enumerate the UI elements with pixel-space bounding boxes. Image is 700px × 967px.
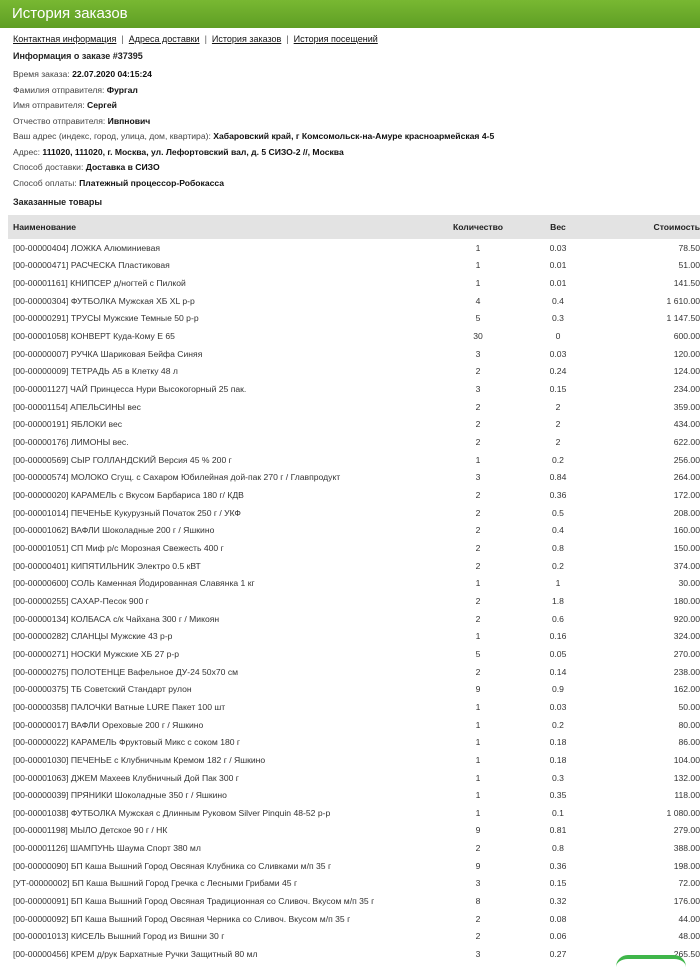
delivery-address-row <box>13 145 687 161</box>
item-name-cell: [00-00000569] СЫР ГОЛЛАНДСКИЙ Версия 45 % 200 г <box>13 454 232 465</box>
item-quantity-cell: 2 <box>475 666 481 677</box>
item-name-cell: [00-00001126] ШАМПУНЬ Шаума Спорт 380 мл <box>13 843 201 854</box>
item-name-cell: [00-00000275] ПОЛОТЕНЦЕ Вафельное ДУ-24 50х70 см <box>13 666 239 677</box>
item-weight-cell: 0.84 <box>549 472 567 483</box>
item-weight-cell: 0.15 <box>549 878 567 889</box>
item-cost-cell: 86.00 <box>678 737 700 748</box>
item-weight-cell: 0.2 <box>552 719 564 730</box>
item-quantity-cell: 1 <box>475 772 481 783</box>
item-cost-cell: 44.00 <box>678 913 700 924</box>
table-row <box>8 257 700 275</box>
item-cost-cell: 279.00 <box>673 825 700 836</box>
field-value: Сергей <box>87 100 117 110</box>
nav-link-visit-history[interactable]: История посещений <box>293 34 378 44</box>
item-quantity-cell: 2 <box>475 843 481 854</box>
field-label: Ваш адрес (индекс, город, улица, дом, квартира): <box>13 131 211 141</box>
item-quantity-cell: 3 <box>475 384 481 395</box>
item-quantity-cell: 2 <box>475 490 481 501</box>
item-name-cell: [00-00000017] ВАФЛИ Ореховые 200 г / Яшкино <box>13 719 204 730</box>
item-name-cell: [00-00000007] РУЧКА Шариковая Бейфа Синяя <box>13 348 203 359</box>
item-quantity-cell: 1 <box>475 260 481 271</box>
item-quantity-cell: 1 <box>475 754 481 765</box>
item-weight-cell: 0.03 <box>549 701 567 712</box>
item-weight-cell: 0.8 <box>552 843 564 854</box>
item-quantity-cell: 9 <box>475 825 481 836</box>
table-row <box>8 433 700 451</box>
item-name-cell: [00-00001161] КНИПСЕР д/ногтей с Пилкой <box>13 278 186 289</box>
item-weight-cell: 0.18 <box>549 754 567 765</box>
item-cost-cell: 324.00 <box>673 631 700 642</box>
field-value: 111020, 111020, г. Москва, ул. Лефортовский вал, д. 5 СИЗО-2 //, Москва <box>42 146 344 157</box>
item-name-cell: [00-00000134] КОЛБАСА с/к Чайхана 300 г / Микоян <box>13 613 220 624</box>
item-quantity-cell: 1 <box>475 631 481 642</box>
table-row <box>8 645 700 663</box>
item-weight-cell: 0.35 <box>549 790 567 801</box>
item-name-cell: [00-00000471] РАСЧЕСКА Пластиковая <box>13 260 170 271</box>
item-cost-cell: 265.50 <box>673 949 700 960</box>
ordered-items-table <box>8 215 700 963</box>
field-label: Имя отправителя: <box>13 100 85 110</box>
order-info <box>0 67 700 191</box>
item-cost-cell: 180.00 <box>673 595 700 606</box>
item-weight-cell: 0.3 <box>552 772 564 783</box>
item-quantity-cell: 8 <box>475 896 481 907</box>
item-name-cell: [00-00000022] КАРАМЕЛЬ Фруктовый Микс с соком 180 г <box>13 737 241 748</box>
order-time-row <box>13 67 687 83</box>
item-cost-cell: 434.00 <box>673 419 700 430</box>
account-nav <box>0 28 700 46</box>
item-quantity-cell: 30 <box>473 331 483 342</box>
table-row <box>8 327 700 345</box>
item-cost-cell: 141.50 <box>673 278 700 289</box>
item-cost-cell: 256.00 <box>673 454 700 465</box>
table-row <box>8 875 700 893</box>
nav-separator: | <box>286 34 289 44</box>
item-name-cell: [00-00001030] ПЕЧЕНЬЕ с Клубничным Кремом 182 г / Яшкино <box>13 754 266 765</box>
item-name-cell: [00-00000358] ПАЛОЧКИ Ватные LURE Пакет 100 шт <box>13 701 226 712</box>
table-row <box>8 522 700 540</box>
table-row <box>8 486 700 504</box>
item-name-cell: [00-00000039] ПРЯНИКИ Шоколадные 350 г / Яшкино <box>13 790 227 801</box>
item-name-cell: [00-00000271] НОСКИ Мужские ХБ 27 р-р <box>13 648 180 659</box>
item-cost-cell: 388.00 <box>673 843 700 854</box>
item-weight-cell: 0.36 <box>549 860 567 871</box>
item-cost-cell: 198.00 <box>673 860 700 871</box>
item-quantity-cell: 2 <box>475 913 481 924</box>
field-value: Платежный процессор-Робокасса <box>79 177 225 188</box>
item-quantity-cell: 2 <box>475 595 481 606</box>
item-cost-cell: 150.00 <box>673 542 700 553</box>
item-name-cell: [00-00000304] ФУТБОЛКА Мужская ХБ XL р-р <box>13 295 195 306</box>
table-row <box>8 857 700 875</box>
item-weight-cell: 2 <box>555 437 561 448</box>
item-name-cell: [00-00000176] ЛИМОНЫ вес. <box>13 437 129 448</box>
item-weight-cell: 0.18 <box>549 737 567 748</box>
item-cost-cell: 622.00 <box>673 437 700 448</box>
item-weight-cell: 1.8 <box>552 595 564 606</box>
item-quantity-cell: 3 <box>475 878 481 889</box>
item-cost-cell: 124.00 <box>673 366 700 377</box>
item-cost-cell: 30.00 <box>678 578 700 589</box>
item-weight-cell: 0.8 <box>552 542 564 553</box>
item-weight-cell: 0.14 <box>549 666 567 677</box>
item-name-cell: [00-00001038] ФУТБОЛКА Мужская с Длинным Руковом Silver Pinquin 48-52 р-р <box>13 807 331 818</box>
item-name-cell: [00-00000291] ТРУСЫ Мужские Темные 50 р-р <box>13 313 199 324</box>
item-name-cell: [00-00000009] ТЕТРАДЬ А5 в Клетку 48 л <box>13 366 178 377</box>
order-info-title: Информация о заказе #37395 <box>13 51 143 61</box>
page-header <box>0 0 700 28</box>
item-quantity-cell: 2 <box>475 525 481 536</box>
delivery-method-row <box>13 160 687 176</box>
item-name-cell: [00-00000092] БП Каша Вышний Город Овсяная Черника со Сливоч. Вкусом м/п 35 г <box>13 913 351 924</box>
sender-address-row <box>13 129 687 145</box>
table-row <box>8 733 700 751</box>
item-name-cell: [00-00001051] СП Миф р/с Морозная Свежесть 400 г <box>13 542 224 553</box>
table-row <box>8 663 700 681</box>
table-row <box>8 310 700 328</box>
item-name-cell: [00-00001014] ПЕЧЕНЬЕ Кукурузный Початок 250 г / УКФ <box>13 507 241 518</box>
field-label: Отчество отправителя: <box>13 115 106 126</box>
field-label: Способ доставки: <box>13 162 84 172</box>
nav-separator: | <box>121 34 124 44</box>
item-name-cell: [00-00000404] ЛОЖКА Алюминиевая <box>13 242 161 253</box>
item-name-cell: [00-00001063] ДЖЕМ Махеев Клубничный Дой Пак 300 г <box>13 772 239 783</box>
table-row <box>8 504 700 522</box>
item-quantity-cell: 2 <box>475 437 481 448</box>
item-name-cell: [00-00001013] КИСЕЛЬ Вышний Город из Вишни 30 г <box>13 931 225 942</box>
item-cost-cell: 176.00 <box>673 896 700 907</box>
item-weight-cell: 0.01 <box>549 278 567 289</box>
table-row <box>8 469 700 487</box>
item-quantity-cell: 1 <box>475 719 481 730</box>
table-row <box>8 769 700 787</box>
nav-separator: | <box>204 34 207 44</box>
item-weight-cell: 0.1 <box>552 807 564 818</box>
decorative-arc <box>616 955 686 967</box>
field-label: Способ оплаты: <box>13 177 77 188</box>
table-row <box>8 416 700 434</box>
item-cost-cell: 1 080.00 <box>666 807 700 818</box>
field-label: Фамилия отправителя: <box>13 84 105 95</box>
table-row <box>8 592 700 610</box>
item-quantity-cell: 2 <box>475 931 481 942</box>
item-name-cell: [УТ-00000002] БП Каша Вышний Город Гречка с Лесными Грибами 45 г <box>13 878 298 889</box>
item-weight-cell: 0.3 <box>552 313 564 324</box>
item-quantity-cell: 4 <box>475 295 481 306</box>
item-weight-cell: 1 <box>555 578 561 589</box>
item-cost-cell: 132.00 <box>673 772 700 783</box>
item-cost-cell: 118.00 <box>674 790 700 801</box>
item-cost-cell: 72.00 <box>678 878 700 889</box>
table-row <box>8 451 700 469</box>
item-quantity-cell: 2 <box>475 560 481 571</box>
column-header-name: Наименование <box>8 215 438 239</box>
item-quantity-cell: 1 <box>475 807 481 818</box>
item-cost-cell: 270.00 <box>673 648 700 659</box>
item-weight-cell: 0.01 <box>549 260 567 271</box>
table-row <box>8 698 700 716</box>
item-name-cell: [00-00000282] СЛАНЦЫ Мужские 43 р-р <box>13 631 173 642</box>
item-weight-cell: 0.4 <box>552 295 564 306</box>
item-weight-cell: 0 <box>555 331 561 342</box>
item-cost-cell: 234.00 <box>673 384 700 395</box>
item-weight-cell: 0.03 <box>549 348 567 359</box>
item-quantity-cell: 2 <box>475 366 481 377</box>
table-row <box>8 398 700 416</box>
table-row <box>8 928 700 946</box>
table-row <box>8 804 700 822</box>
item-cost-cell: 374.00 <box>673 560 700 571</box>
item-quantity-cell: 1 <box>475 737 481 748</box>
item-quantity-cell: 1 <box>475 242 481 253</box>
item-weight-cell: 0.2 <box>552 454 564 465</box>
table-row <box>8 274 700 292</box>
field-value: Фургал <box>106 84 138 95</box>
item-weight-cell: 0.36 <box>549 490 567 501</box>
item-cost-cell: 162.00 <box>673 684 700 695</box>
item-quantity-cell: 1 <box>475 790 481 801</box>
table-row <box>8 716 700 734</box>
item-quantity-cell: 9 <box>475 860 481 871</box>
item-name-cell: [00-00000091] БП Каша Вышний Город Овсяная Традиционная со Сливоч. Вкусом м/п 35 г <box>13 896 375 907</box>
column-header-weight: Вес <box>518 215 598 239</box>
item-cost-cell: 80.00 <box>678 719 700 730</box>
nav-link-contact-info[interactable]: Контактная информация <box>13 34 117 44</box>
item-cost-cell: 172.00 <box>673 490 700 501</box>
item-name-cell: [00-00000574] МОЛОКО Сгущ. с Сахаром Юбилейная дой-пак 270 г / Главпродукт <box>13 472 341 483</box>
field-value: 22.07.2020 04:15:24 <box>72 69 152 79</box>
table-row <box>8 910 700 928</box>
item-name-cell: [00-00000255] САХАР-Песок 900 г <box>13 595 149 606</box>
item-name-cell: [00-00001198] МЫЛО Детское 90 г / НК <box>13 825 168 836</box>
item-cost-cell: 78.50 <box>678 242 700 253</box>
item-quantity-cell: 2 <box>475 507 481 518</box>
table-row <box>8 680 700 698</box>
table-row <box>8 839 700 857</box>
table-row <box>8 751 700 769</box>
item-quantity-cell: 2 <box>475 419 481 430</box>
item-quantity-cell: 3 <box>475 472 481 483</box>
item-cost-cell: 208.00 <box>673 507 700 518</box>
column-header-cost: Стоимость <box>598 215 700 239</box>
sender-lastname-row <box>13 83 687 99</box>
item-name-cell: [00-00001062] ВАФЛИ Шоколадные 200 г / Яшкино <box>13 525 215 536</box>
item-weight-cell: 0.9 <box>552 684 564 695</box>
table-row <box>8 557 700 575</box>
table-row <box>8 380 700 398</box>
column-header-quantity: Количество <box>438 215 518 239</box>
item-cost-cell: 600.00 <box>673 331 700 342</box>
sender-firstname-row <box>13 98 687 114</box>
page-title: История заказов <box>12 5 128 22</box>
item-cost-cell: 238.00 <box>673 666 700 677</box>
item-quantity-cell: 2 <box>475 542 481 553</box>
item-weight-cell: 0.24 <box>549 366 567 377</box>
item-quantity-cell: 2 <box>475 401 481 412</box>
item-name-cell: [00-00000090] БП Каша Вышний Город Овсяная Клубника со Сливками м/п 35 г <box>13 860 332 871</box>
item-cost-cell: 120.00 <box>673 348 700 359</box>
item-quantity-cell: 5 <box>475 648 481 659</box>
table-row <box>8 627 700 645</box>
field-value: Хабаровский край, г Комсомольск-на-Амуре красноармейская 4-5 <box>213 131 495 141</box>
item-name-cell: [00-00000375] ТБ Советский Стандарт рулон <box>13 684 192 695</box>
table-row <box>8 822 700 840</box>
item-quantity-cell: 1 <box>475 454 481 465</box>
item-weight-cell: 2 <box>555 401 561 412</box>
payment-method-row <box>13 176 687 192</box>
item-quantity-cell: 2 <box>475 613 481 624</box>
item-weight-cell: 0.4 <box>552 525 564 536</box>
item-weight-cell: 0.03 <box>549 242 567 253</box>
item-weight-cell: 0.32 <box>549 896 567 907</box>
field-value: Ивпнович <box>107 115 151 126</box>
item-weight-cell: 0.16 <box>549 631 567 642</box>
item-quantity-cell: 5 <box>475 313 481 324</box>
item-cost-cell: 51.00 <box>678 260 700 271</box>
item-weight-cell: 0.2 <box>552 560 564 571</box>
item-weight-cell: 2 <box>555 419 561 430</box>
item-weight-cell: 0.05 <box>549 648 567 659</box>
item-cost-cell: 104.00 <box>673 754 700 765</box>
item-name-cell: [00-00000191] ЯБЛОКИ вес <box>13 419 123 430</box>
item-quantity-cell: 1 <box>475 701 481 712</box>
item-weight-cell: 0.81 <box>549 825 567 836</box>
table-row <box>8 292 700 310</box>
item-name-cell: [00-00001127] ЧАЙ Принцесса Нури Высокогорный 25 пак. <box>13 384 247 395</box>
item-name-cell: [00-00000020] КАРАМЕЛЬ с Вкусом Барбариса 180 г/ КДВ <box>13 490 244 501</box>
item-cost-cell: 264.00 <box>673 472 700 483</box>
item-quantity-cell: 1 <box>475 578 481 589</box>
nav-link-order-history[interactable]: История заказов <box>211 34 282 44</box>
table-row <box>8 786 700 804</box>
table-row <box>8 345 700 363</box>
item-weight-cell: 0.08 <box>549 913 567 924</box>
item-name-cell: [00-00001154] АПЕЛЬСИНЫ вес <box>13 401 141 412</box>
item-cost-cell: 359.00 <box>673 401 700 412</box>
field-label: Время заказа: <box>13 69 70 79</box>
item-weight-cell: 0.5 <box>552 507 564 518</box>
table-row <box>8 363 700 381</box>
item-cost-cell: 160.00 <box>673 525 700 536</box>
table-row <box>8 892 700 910</box>
item-cost-cell: 1 610.00 <box>666 295 700 306</box>
item-name-cell: [00-00001058] КОНВЕРТ Куда-Кому Е 65 <box>13 331 175 342</box>
item-weight-cell: 0.6 <box>552 613 564 624</box>
table-row <box>8 574 700 592</box>
item-name-cell: [00-00000600] СОЛЬ Каменная Йодированная Славянка 1 кг <box>13 578 255 589</box>
field-label: Адрес: <box>13 146 40 157</box>
item-quantity-cell: 3 <box>475 949 481 960</box>
ordered-items-title: Заказанные товары <box>13 197 103 207</box>
item-name-cell: [00-00000456] КРЕМ д/рук Бархатные Ручки Защитный 80 мл <box>13 949 258 960</box>
item-name-cell: [00-00000401] КИПЯТИЛЬНИК Электро 0.5 кВТ <box>13 560 201 571</box>
item-quantity-cell: 3 <box>475 348 481 359</box>
item-cost-cell: 1 147.50 <box>666 313 700 324</box>
item-cost-cell: 50.00 <box>678 701 700 712</box>
table-row <box>8 239 700 257</box>
table-row <box>8 945 700 963</box>
sender-patronymic-row <box>13 114 687 130</box>
item-weight-cell: 0.06 <box>549 931 567 942</box>
table-header-row <box>8 215 700 239</box>
item-quantity-cell: 1 <box>475 278 481 289</box>
item-weight-cell: 0.15 <box>549 384 567 395</box>
item-quantity-cell: 9 <box>475 684 481 695</box>
field-value: Доставка в СИЗО <box>85 162 160 172</box>
table-row <box>8 610 700 628</box>
table-row <box>8 539 700 557</box>
item-weight-cell: 0.27 <box>549 949 567 960</box>
item-cost-cell: 48.00 <box>678 931 700 942</box>
nav-link-delivery-addresses[interactable]: Адреса доставки <box>128 34 200 44</box>
item-cost-cell: 920.00 <box>673 613 700 624</box>
